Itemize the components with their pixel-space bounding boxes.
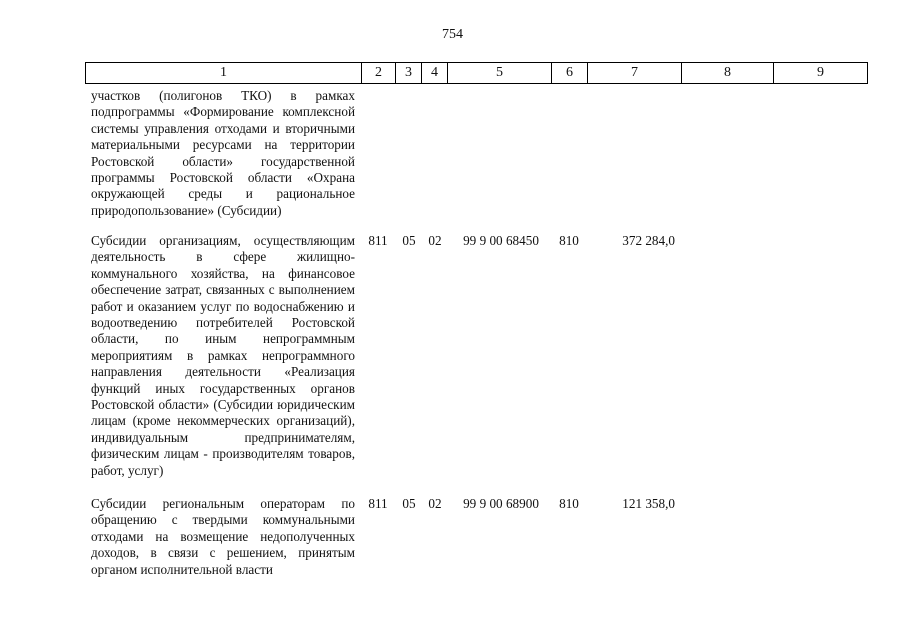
column-header-7: 7 (588, 63, 682, 84)
table-row (85, 88, 865, 218)
column-header-5: 5 (448, 63, 552, 84)
row-col-7: 372 284,0 (622, 233, 675, 248)
row-description: участков (полигонов ТКО) в рамках подпрограммы «Формирование комплексной системы управления отходами и вторичными материальными ресурсами на территории Ростовской области» государственной программы Ростовской области «Охрана окружающей среды и рациональное природопользование» (Субсидии) (91, 88, 355, 218)
row-col-2: 811 (368, 233, 388, 248)
column-header-4: 4 (422, 63, 448, 84)
row-col-7: 121 358,0 (622, 496, 675, 511)
column-header-8: 8 (682, 63, 774, 84)
row-col-6: 810 (559, 496, 579, 511)
table-row (85, 233, 865, 478)
column-header-2: 2 (362, 63, 396, 84)
column-header-6: 6 (552, 63, 588, 84)
row-col-5: 99 9 00 68450 (463, 233, 539, 248)
row-col-2: 811 (368, 496, 388, 511)
page-number: 754 (442, 27, 463, 42)
row-description: Субсидии региональным операторам по обращению с твердыми коммунальными отходами на возмещение недополученных доходов, в связи с решением, принятым органом исполнительной власти (91, 496, 355, 577)
column-header-table (85, 62, 868, 84)
table-row (85, 496, 865, 577)
row-col-6: 810 (559, 233, 579, 248)
row-col-4: 02 (428, 233, 442, 248)
column-header-3: 3 (396, 63, 422, 84)
row-col-3: 05 (402, 496, 416, 511)
column-header-1: 1 (86, 63, 362, 84)
row-col-4: 02 (428, 496, 442, 511)
row-description: Субсидии организациям, осуществляющим деятельность в сфере жилищно-коммунального хозяйства, на финансовое обеспечение затрат, связанных с выполнением работ и оказанием услуг по водоснабжению и водоотведению потребителей Ростовской области, по иным непрограммным мероприятиям в рамках непрограммного направления деятельности «Реализация функций иных государственных органов Ростовской области» (Субсидии юридическим лицам (кроме некоммерческих организаций), индивидуальным предпринимателям, физическим лицам - производителям товаров, работ, услуг) (91, 233, 355, 478)
row-col-3: 05 (402, 233, 416, 248)
column-header-9: 9 (774, 63, 868, 84)
row-col-5: 99 9 00 68900 (463, 496, 539, 511)
